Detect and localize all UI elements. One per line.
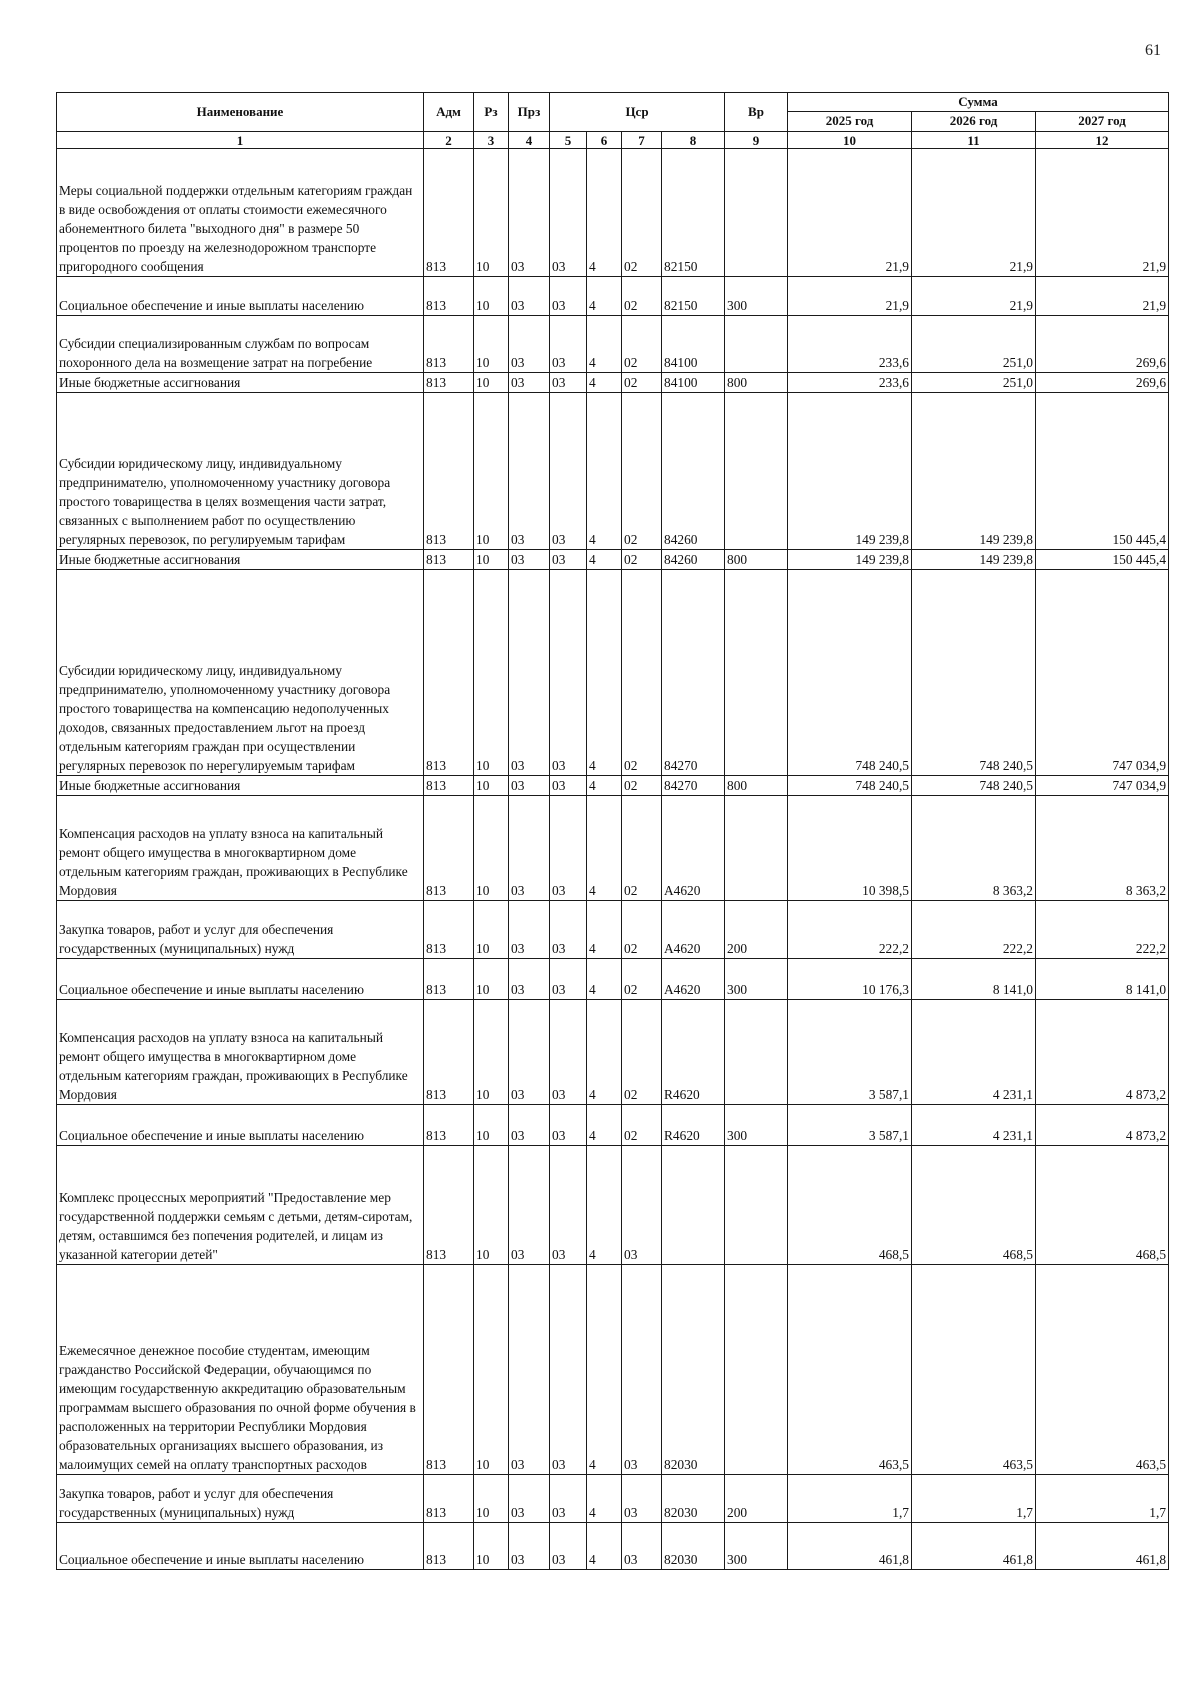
row-adm: 813 [424,796,474,901]
row-prz: 03 [509,959,550,1000]
row-prz: 03 [509,796,550,901]
row-csr-5: 03 [550,277,587,316]
column-number: 2 [424,132,474,149]
row-prz: 03 [509,776,550,796]
row-name: Социальное обеспечение и иные выплаты населению [57,277,424,316]
table-row [57,901,1169,959]
row-csr-8: 82030 [662,1523,725,1570]
row-csr-5: 03 [550,1265,587,1475]
row-amount-2026: 8 363,2 [912,796,1036,901]
row-amount-2025: 10 398,5 [788,796,912,901]
row-csr-6: 4 [587,1146,622,1265]
row-csr-5: 03 [550,393,587,550]
row-csr-5: 03 [550,1475,587,1523]
row-rz: 10 [474,1105,509,1146]
row-vr [725,1000,788,1105]
row-amount-2026: 461,8 [912,1523,1036,1570]
row-vr: 300 [725,1105,788,1146]
table-row [57,570,1169,776]
column-number: 4 [509,132,550,149]
table-row [57,1523,1169,1570]
row-amount-2027: 1,7 [1036,1475,1169,1523]
row-csr-8: 84260 [662,393,725,550]
row-rz: 10 [474,393,509,550]
column-number: 9 [725,132,788,149]
row-csr-7: 02 [622,959,662,1000]
row-csr-8: 82150 [662,277,725,316]
row-amount-2025: 149 239,8 [788,393,912,550]
row-csr-5: 03 [550,796,587,901]
row-adm: 813 [424,550,474,570]
row-amount-2026: 8 141,0 [912,959,1036,1000]
row-csr-8: 82030 [662,1475,725,1523]
row-amount-2025: 21,9 [788,149,912,277]
row-csr-7: 02 [622,1105,662,1146]
row-amount-2025: 748 240,5 [788,570,912,776]
column-number: 7 [622,132,662,149]
row-name: Социальное обеспечение и иные выплаты населению [57,959,424,1000]
row-vr [725,149,788,277]
row-amount-2026: 21,9 [912,149,1036,277]
row-csr-6: 4 [587,776,622,796]
row-csr-8: 84100 [662,373,725,393]
row-csr-8: 84260 [662,550,725,570]
row-name: Иные бюджетные ассигнования [57,373,424,393]
row-name: Ежемесячное денежное пособие студентам, имеющим гражданство Российской Федерации, обучающимся по имеющим государственную аккредитацию образовательным программам высшего образования по очной форме обучения в расположенных на территории Республики Мордовия образовательных организациях высшего образования, из малоимущих семей на оплату транспортных расходов [57,1265,424,1475]
table-row [57,1265,1169,1475]
row-prz: 03 [509,149,550,277]
row-csr-8: R4620 [662,1000,725,1105]
row-amount-2027: 269,6 [1036,373,1169,393]
row-csr-8: A4620 [662,901,725,959]
row-amount-2025: 222,2 [788,901,912,959]
row-amount-2027: 21,9 [1036,277,1169,316]
row-amount-2027: 4 873,2 [1036,1000,1169,1105]
header-year-2026: 2026 год [912,111,1036,131]
row-name: Социальное обеспечение и иные выплаты населению [57,1523,424,1570]
column-number-row [57,132,1169,149]
row-csr-6: 4 [587,1105,622,1146]
column-number: 1 [57,132,424,149]
column-number: 6 [587,132,622,149]
table-row [57,373,1169,393]
row-name: Субсидии юридическому лицу, индивидуальному предпринимателю, уполномоченному участнику договора простого товарищества на компенсацию недополученных доходов, связанных предоставлением льгот на проезд отдельным категориям граждан при осуществлении регулярных перевозок по нерегулируемым тарифам [57,570,424,776]
column-number: 3 [474,132,509,149]
row-amount-2027: 747 034,9 [1036,570,1169,776]
row-adm: 813 [424,373,474,393]
table-row [57,393,1169,550]
row-amount-2025: 21,9 [788,277,912,316]
row-csr-7: 02 [622,550,662,570]
row-csr-8: 84100 [662,316,725,373]
row-prz: 03 [509,373,550,393]
row-name: Иные бюджетные ассигнования [57,550,424,570]
row-csr-6: 4 [587,277,622,316]
row-amount-2026: 748 240,5 [912,776,1036,796]
row-vr: 200 [725,1475,788,1523]
row-csr-6: 4 [587,149,622,277]
table-row [57,149,1169,277]
row-amount-2026: 149 239,8 [912,393,1036,550]
header-name: Наименование [57,93,424,132]
row-amount-2025: 1,7 [788,1475,912,1523]
row-name: Социальное обеспечение и иные выплаты населению [57,1105,424,1146]
row-csr-7: 02 [622,1000,662,1105]
row-vr [725,570,788,776]
row-csr-8: R4620 [662,1105,725,1146]
row-amount-2025: 10 176,3 [788,959,912,1000]
row-rz: 10 [474,959,509,1000]
row-vr [725,393,788,550]
table-row [57,1000,1169,1105]
budget-table [56,92,1169,1570]
row-prz: 03 [509,393,550,550]
row-prz: 03 [509,1523,550,1570]
table-body [57,132,1169,1570]
row-adm: 813 [424,393,474,550]
row-rz: 10 [474,1265,509,1475]
row-vr: 300 [725,277,788,316]
row-rz: 10 [474,901,509,959]
row-amount-2026: 251,0 [912,373,1036,393]
header-prz: Прз [509,93,550,132]
row-amount-2025: 3 587,1 [788,1000,912,1105]
row-csr-5: 03 [550,373,587,393]
row-prz: 03 [509,277,550,316]
row-csr-6: 4 [587,316,622,373]
row-amount-2026: 149 239,8 [912,550,1036,570]
row-csr-5: 03 [550,776,587,796]
row-csr-5: 03 [550,570,587,776]
row-rz: 10 [474,1146,509,1265]
row-csr-8: 82030 [662,1265,725,1475]
header-csr: Цср [550,93,725,132]
row-amount-2027: 222,2 [1036,901,1169,959]
row-csr-6: 4 [587,373,622,393]
row-rz: 10 [474,277,509,316]
header-vr: Вр [725,93,788,132]
row-csr-5: 03 [550,1000,587,1105]
table-row [57,776,1169,796]
row-amount-2025: 149 239,8 [788,550,912,570]
header-rz: Рз [474,93,509,132]
row-adm: 813 [424,901,474,959]
row-adm: 813 [424,959,474,1000]
table-row [57,1475,1169,1523]
header-sum: Сумма [788,93,1169,112]
row-csr-6: 4 [587,570,622,776]
row-vr [725,796,788,901]
row-name: Комплекс процессных мероприятий "Предоставление мер государственной поддержки семьям с детьми, детям-сиротам, детям, оставшимся без попечения родителей, и лицам из указанной категории детей" [57,1146,424,1265]
row-adm: 813 [424,1475,474,1523]
header-row-1 [57,93,1169,112]
row-prz: 03 [509,1475,550,1523]
row-vr: 800 [725,373,788,393]
row-adm: 813 [424,149,474,277]
row-csr-5: 03 [550,550,587,570]
page-number: 61 [1145,42,1161,59]
row-prz: 03 [509,1265,550,1475]
row-amount-2026: 468,5 [912,1146,1036,1265]
row-amount-2027: 8 363,2 [1036,796,1169,901]
row-csr-6: 4 [587,796,622,901]
header-year-2025: 2025 год [788,111,912,131]
row-amount-2026: 222,2 [912,901,1036,959]
row-name: Иные бюджетные ассигнования [57,776,424,796]
row-adm: 813 [424,776,474,796]
row-amount-2026: 1,7 [912,1475,1036,1523]
row-csr-8: A4620 [662,959,725,1000]
row-csr-7: 02 [622,149,662,277]
row-rz: 10 [474,316,509,373]
row-csr-7: 02 [622,901,662,959]
row-adm: 813 [424,1146,474,1265]
row-csr-8: A4620 [662,796,725,901]
row-csr-6: 4 [587,550,622,570]
row-csr-6: 4 [587,1475,622,1523]
row-prz: 03 [509,550,550,570]
table-row [57,1146,1169,1265]
row-amount-2027: 468,5 [1036,1146,1169,1265]
row-csr-6: 4 [587,1523,622,1570]
row-amount-2027: 4 873,2 [1036,1105,1169,1146]
row-name: Субсидии специализированным службам по вопросам похоронного дела на возмещение затрат на погребение [57,316,424,373]
row-prz: 03 [509,316,550,373]
row-csr-8: 84270 [662,776,725,796]
row-rz: 10 [474,373,509,393]
row-adm: 813 [424,277,474,316]
row-amount-2027: 8 141,0 [1036,959,1169,1000]
row-rz: 10 [474,776,509,796]
row-amount-2026: 748 240,5 [912,570,1036,776]
row-csr-5: 03 [550,901,587,959]
row-csr-6: 4 [587,1000,622,1105]
row-amount-2027: 269,6 [1036,316,1169,373]
row-csr-7: 02 [622,393,662,550]
row-csr-6: 4 [587,959,622,1000]
row-vr: 300 [725,959,788,1000]
row-vr [725,316,788,373]
row-adm: 813 [424,316,474,373]
row-vr: 200 [725,901,788,959]
table-row [57,277,1169,316]
row-csr-7: 02 [622,796,662,901]
row-csr-5: 03 [550,1146,587,1265]
row-vr [725,1146,788,1265]
row-adm: 813 [424,1105,474,1146]
row-csr-6: 4 [587,1265,622,1475]
row-csr-7: 02 [622,316,662,373]
row-csr-7: 03 [622,1265,662,1475]
row-csr-8 [662,1146,725,1265]
row-csr-7: 02 [622,373,662,393]
row-vr: 300 [725,1523,788,1570]
row-csr-5: 03 [550,1105,587,1146]
row-csr-7: 02 [622,570,662,776]
row-amount-2025: 463,5 [788,1265,912,1475]
row-amount-2025: 233,6 [788,373,912,393]
row-rz: 10 [474,1475,509,1523]
column-number: 8 [662,132,725,149]
row-prz: 03 [509,570,550,776]
table-row [57,316,1169,373]
row-amount-2026: 251,0 [912,316,1036,373]
row-amount-2027: 21,9 [1036,149,1169,277]
row-amount-2027: 747 034,9 [1036,776,1169,796]
row-csr-8: 84270 [662,570,725,776]
row-vr [725,1265,788,1475]
header-year-2027: 2027 год [1036,111,1169,131]
row-amount-2025: 748 240,5 [788,776,912,796]
row-amount-2027: 463,5 [1036,1265,1169,1475]
table-row [57,796,1169,901]
row-prz: 03 [509,1105,550,1146]
row-adm: 813 [424,1000,474,1105]
row-rz: 10 [474,796,509,901]
row-csr-7: 03 [622,1523,662,1570]
table-row [57,959,1169,1000]
row-amount-2025: 233,6 [788,316,912,373]
row-amount-2025: 461,8 [788,1523,912,1570]
row-prz: 03 [509,901,550,959]
row-csr-5: 03 [550,316,587,373]
row-vr: 800 [725,776,788,796]
row-name: Закупка товаров, работ и услуг для обеспечения государственных (муниципальных) нужд [57,1475,424,1523]
row-name: Компенсация расходов на уплату взноса на капитальный ремонт общего имущества в многоквартирном доме отдельным категориям граждан, проживающих в Республике Мордовия [57,1000,424,1105]
row-csr-6: 4 [587,393,622,550]
row-rz: 10 [474,149,509,277]
header-adm: Адм [424,93,474,132]
row-name: Закупка товаров, работ и услуг для обеспечения государственных (муниципальных) нужд [57,901,424,959]
row-name: Меры социальной поддержки отдельным категориям граждан в виде освобождения от оплаты стоимости ежемесячного абонементного билета "выходного дня" в размере 50 процентов по проезду на железнодорожном транспорте пригородного сообщения [57,149,424,277]
row-adm: 813 [424,1265,474,1475]
column-number: 12 [1036,132,1169,149]
column-number: 11 [912,132,1036,149]
row-amount-2026: 4 231,1 [912,1105,1036,1146]
column-number: 5 [550,132,587,149]
row-csr-5: 03 [550,959,587,1000]
row-rz: 10 [474,550,509,570]
row-rz: 10 [474,570,509,776]
row-amount-2026: 463,5 [912,1265,1036,1475]
row-amount-2025: 468,5 [788,1146,912,1265]
row-csr-7: 03 [622,1475,662,1523]
row-rz: 10 [474,1000,509,1105]
row-csr-5: 03 [550,1523,587,1570]
row-adm: 813 [424,1523,474,1570]
row-csr-7: 02 [622,776,662,796]
row-name: Компенсация расходов на уплату взноса на капитальный ремонт общего имущества в многоквартирном доме отдельным категориям граждан, проживающих в Республике Мордовия [57,796,424,901]
row-adm: 813 [424,570,474,776]
row-amount-2027: 150 445,4 [1036,393,1169,550]
row-amount-2026: 4 231,1 [912,1000,1036,1105]
row-amount-2027: 461,8 [1036,1523,1169,1570]
table-row [57,550,1169,570]
row-csr-8: 82150 [662,149,725,277]
row-csr-7: 03 [622,1146,662,1265]
row-csr-5: 03 [550,149,587,277]
row-name: Субсидии юридическому лицу, индивидуальному предпринимателю, уполномоченному участнику договора простого товарищества в целях возмещения части затрат, связанных с выполнением работ по осуществлению регулярных перевозок, по регулируемым тарифам [57,393,424,550]
row-csr-6: 4 [587,901,622,959]
row-vr: 800 [725,550,788,570]
table-row [57,1105,1169,1146]
row-prz: 03 [509,1146,550,1265]
row-prz: 03 [509,1000,550,1105]
row-csr-7: 02 [622,277,662,316]
row-rz: 10 [474,1523,509,1570]
row-amount-2025: 3 587,1 [788,1105,912,1146]
row-amount-2027: 150 445,4 [1036,550,1169,570]
row-amount-2026: 21,9 [912,277,1036,316]
column-number: 10 [788,132,912,149]
